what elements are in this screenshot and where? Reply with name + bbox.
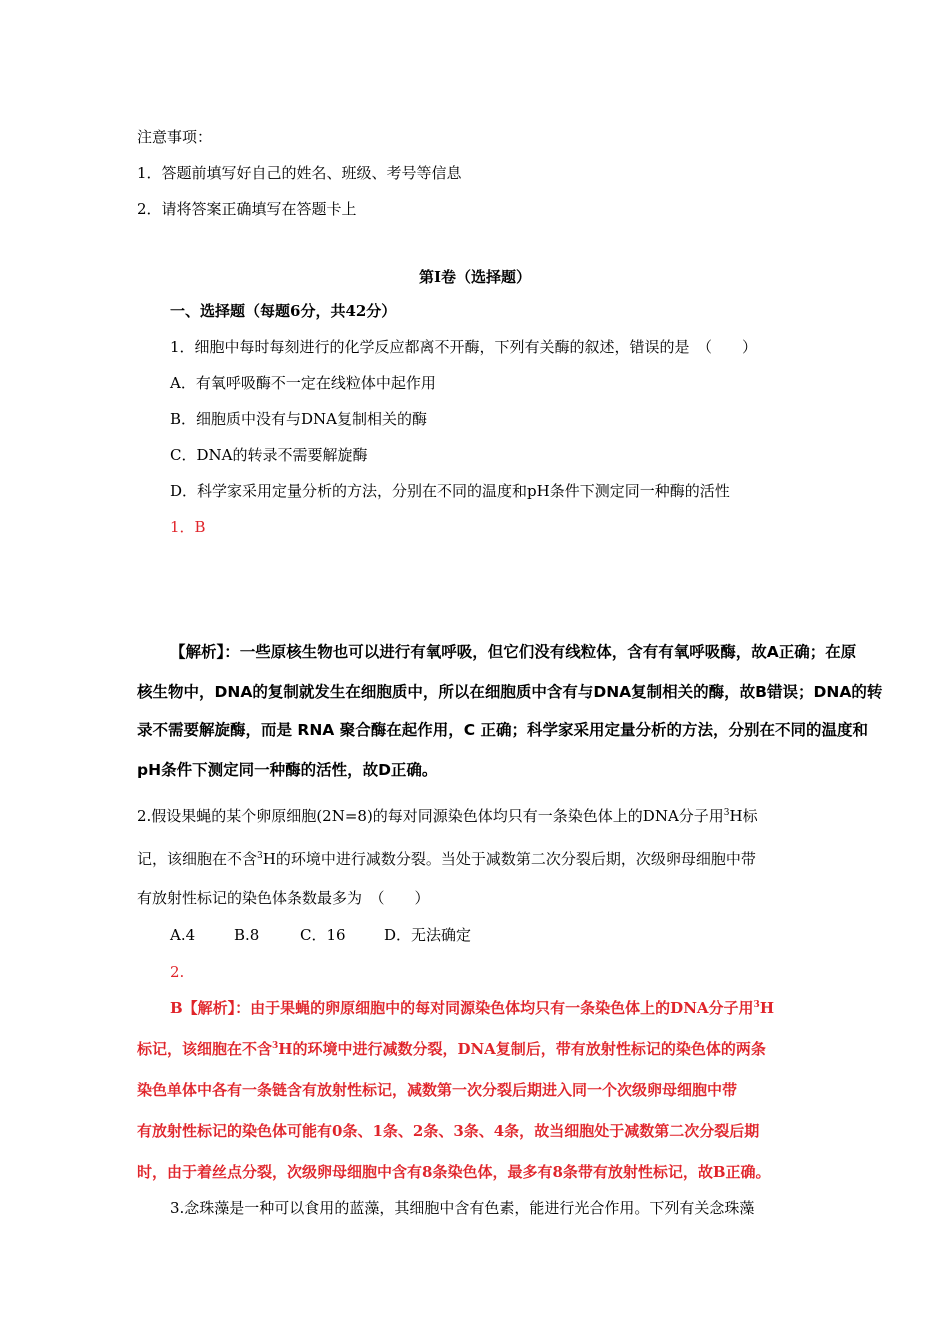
q2-option-c: C．16 bbox=[300, 926, 346, 944]
q1-analysis-line-2: 核生物中，DNA的复制就发生在细胞质中，所以在细胞质中含有与DNA复制相关的酶，故B错误；DNA的转 bbox=[137, 683, 883, 701]
q1-analysis-line-1: 【解析】：一些原核生物也可以进行有氧呼吸，但它们没有线粒体，含有有氧呼吸酶，故A正确；在原 bbox=[170, 643, 857, 661]
q2-option-b: B.8 bbox=[234, 926, 260, 944]
q1-answer: 1．B bbox=[170, 518, 206, 536]
q2-option-d: D．无法确定 bbox=[384, 926, 472, 944]
notice-item-1: 1．答题前填写好自己的姓名、班级、考号等信息 bbox=[137, 164, 462, 182]
volume-title: 第I卷（选择题） bbox=[418, 268, 532, 286]
q2-analysis-line-5: 时，由于着丝点分裂，次级卵母细胞中含有8条染色体，最多有8条带有放射性标记，故B正确。 bbox=[137, 1163, 771, 1181]
q2-stem-line-3: 有放射性标记的染色体条数最多为 （ ） bbox=[137, 889, 430, 907]
q2-analysis-line-1: B【解析】：由于果蝇的卵原细胞中的每对同源染色体均只有一条染色体上的DNA分子用$^3$H bbox=[170, 999, 774, 1017]
q1-analysis-line-4: pH条件下测定同一种酶的活性，故D正确。 bbox=[137, 761, 438, 779]
q1-analysis-line-3: 录不需要解旋酶，而是 RNA 聚合酶在起作用，C 正确；科学家采用定量分析的方法，分别在不同的温度和 bbox=[137, 721, 868, 739]
q2-analysis-line-3: 染色单体中各有一条链含有放射性标记，减数第一次分裂后期进入同一个次级卵母细胞中带 bbox=[137, 1081, 738, 1099]
q3-stem-line-1: 3.念珠藻是一种可以食用的蓝藻，其细胞中含有色素，能进行光合作用。下列有关念珠藻 bbox=[170, 1199, 755, 1217]
q1-option-a: A．有氧呼吸酶不一定在线粒体中起作用 bbox=[170, 374, 436, 392]
q2-answer-number: 2. bbox=[170, 963, 185, 981]
q2-analysis-line-2: 标记，该细胞在不含$^3$H的环境中进行减数分裂，DNA复制后，带有放射性标记的染色体的两条 bbox=[137, 1040, 766, 1058]
q1-option-d: D．科学家采用定量分析的方法，分别在不同的温度和pH条件下测定同一种酶的活性 bbox=[170, 482, 730, 500]
q1-stem: 1．细胞中每时每刻进行的化学反应都离不开酶，下列有关酶的叙述，错误的是 （ ） bbox=[170, 338, 758, 356]
q2-options bbox=[170, 925, 471, 945]
notice-title: 注意事项： bbox=[137, 128, 213, 146]
q2-analysis-line-4: 有放射性标记的染色体可能有0条、1条、2条、3条、4条，故当细胞处于减数第二次分裂后期 bbox=[137, 1122, 760, 1140]
q2-stem-line-2: 记，该细胞在不含$^3$H的环境中进行减数分裂。当处于减数第二次分裂后期，次级卵母细胞中带 bbox=[137, 850, 756, 868]
section-title: 一、选择题（每题6分，共42分） bbox=[170, 302, 397, 320]
q1-option-b: B．细胞质中没有与DNA复制相关的酶 bbox=[170, 410, 428, 428]
q2-option-a: A.4 bbox=[170, 926, 196, 944]
q1-option-c: C．DNA的转录不需要解旋酶 bbox=[170, 446, 368, 464]
notice-item-2: 2．请将答案正确填写在答题卡上 bbox=[137, 200, 357, 218]
q2-stem-line-1: 2.假设果蝇的某个卵原细胞(2N=8)的每对同源染色体均只有一条染色体上的DNA分子用$^3$H标 bbox=[137, 807, 758, 825]
